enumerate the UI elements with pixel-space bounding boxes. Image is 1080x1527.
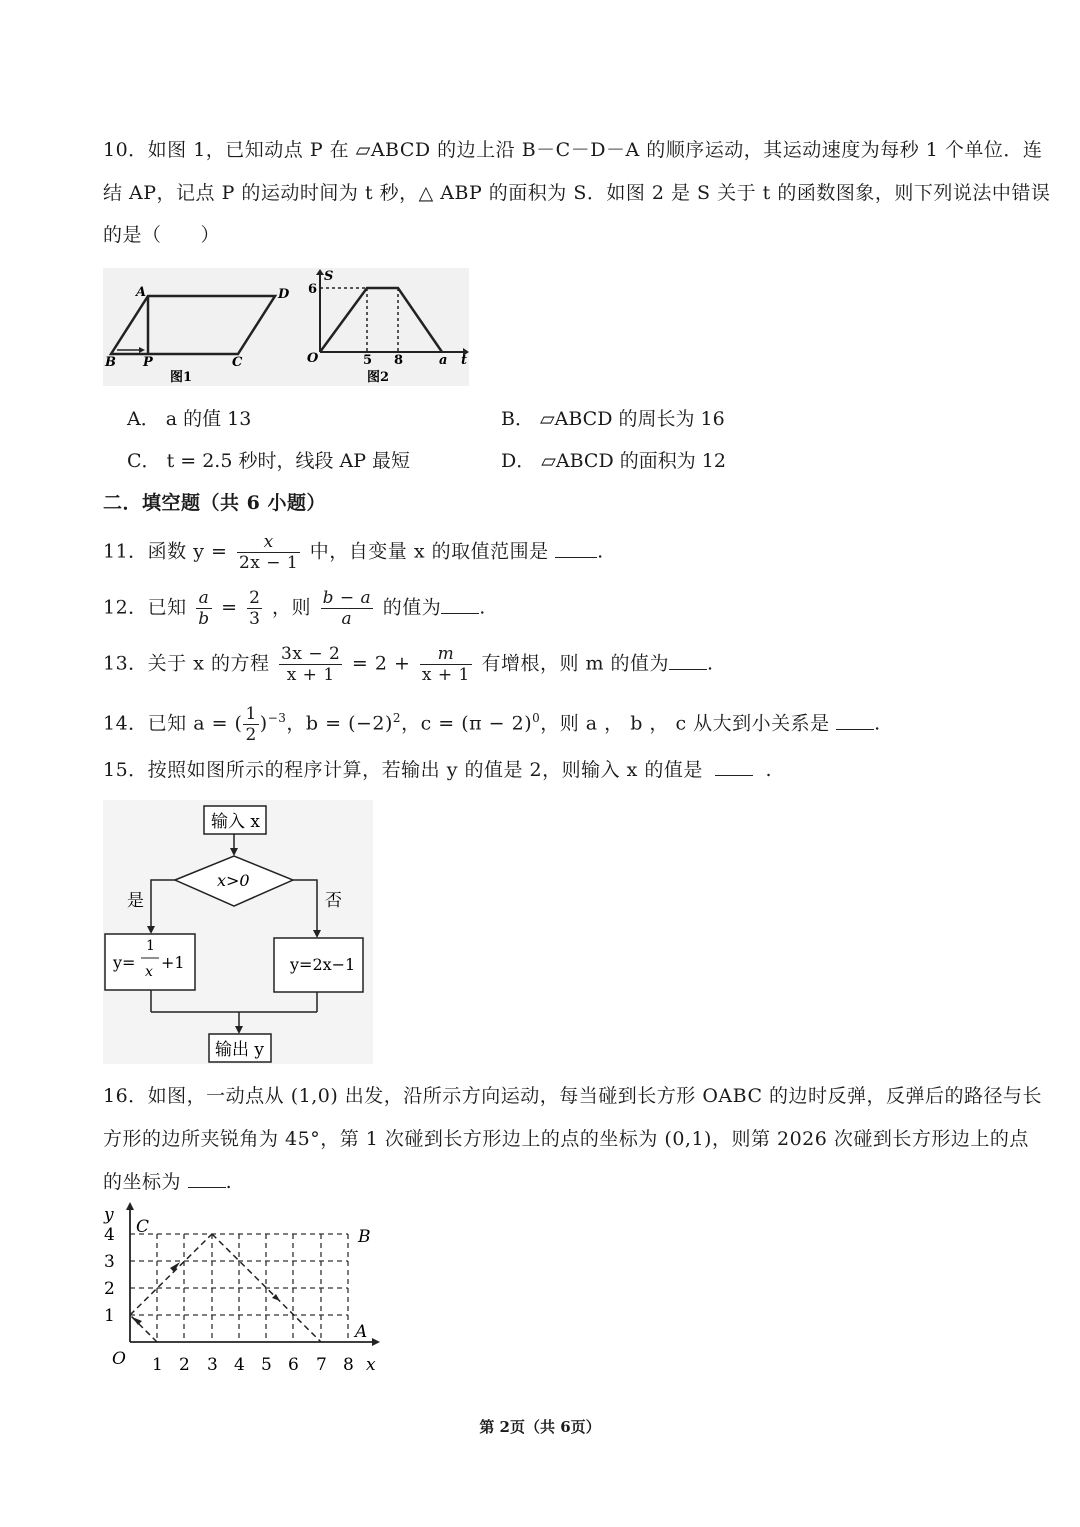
q15-flowchart [103, 800, 373, 1064]
q16-x-label: x [366, 1355, 376, 1375]
q16-y-label: y [104, 1205, 114, 1225]
fig2-label-s: S [324, 269, 334, 284]
fig2-tick-8: 8 [394, 353, 404, 368]
q11-den: 2x − 1 [238, 553, 299, 573]
q14-post: ，则 a ， b ， c 从大到小关系是 [540, 712, 830, 735]
q14-answer-blank[interactable] [836, 713, 874, 730]
figure-1-parallelogram [104, 285, 290, 385]
q13-end: . [707, 652, 714, 675]
q10-option-b: B． ▱ABCD 的周长为 16 [501, 408, 725, 430]
q13-mid: = 2 + [351, 652, 411, 675]
flow-condition: x>0 [217, 871, 250, 890]
q14-f-num: 1 [245, 704, 257, 724]
q14-a-close: ) [259, 712, 268, 735]
q12-f1-num: a [196, 588, 211, 609]
q13-f2-den: x + 1 [421, 665, 470, 685]
q16-xtick-8: 8 [343, 1355, 354, 1375]
q13-f1-num: 3x − 2 [281, 644, 341, 664]
q16-point-b: B [358, 1227, 371, 1247]
flow-left-pre: y= [113, 953, 136, 972]
q12-f2-num: 2 [249, 588, 261, 608]
q11-answer-blank[interactable] [555, 541, 597, 558]
flow-yes-label: 是 [127, 891, 144, 911]
q10-line-2: 结 AP，记点 P 的运动时间为 t 秒，△ ABP 的面积为 S．如图 2 是 S 关于 t 的函数图象，则下列说法中错误 [103, 182, 1051, 204]
flow-output-label: 输出 y [215, 1040, 265, 1060]
q12-f3-num: b − a [322, 588, 372, 608]
flow-input-label: 输入 x [211, 812, 260, 832]
path-arrow-1 [132, 1317, 142, 1325]
q16-answer-blank[interactable] [188, 1171, 226, 1188]
q12-eq: = [221, 596, 238, 619]
q10-option-d: D． ▱ABCD 的面积为 12 [501, 450, 726, 472]
fig1-label-p: P [143, 355, 153, 370]
q16-ytick-1: 1 [104, 1306, 115, 1326]
flow-right-label: y=2x−1 [290, 955, 356, 974]
q16-xtick-2: 2 [179, 1355, 190, 1375]
q12-post: 的值为 [382, 596, 442, 619]
q13-fraction-1 [279, 644, 342, 685]
q11-end: . [597, 540, 604, 563]
q13-pre: 13．关于 x 的方程 [103, 652, 270, 675]
q12 [103, 588, 486, 629]
fig1-caption: 图1 [170, 370, 193, 385]
q12-f2-den: 3 [249, 609, 261, 629]
q16-origin-label: O [112, 1349, 126, 1369]
q12-fraction-1 [196, 588, 211, 629]
q12-fraction-3 [321, 588, 374, 629]
q11-post: 中，自变量 x 的取值范围是 [309, 540, 549, 563]
q16-xtick-6: 6 [288, 1355, 299, 1375]
q10-line-3: 的是（ ） [103, 224, 221, 246]
q10-figures [103, 268, 469, 386]
q15 [103, 758, 772, 782]
q13-fraction-2 [420, 644, 472, 685]
q12-mid: ，则 [272, 596, 312, 619]
q10-line-1: 10．如图 1，已知动点 P 在 ▱ABCD 的边上沿 B－C－D－A 的顺序运动，其运动速度为每秒 1 个单位．连 [103, 139, 1043, 161]
q16-ytick-4: 4 [104, 1225, 115, 1245]
q16-line-3 [103, 1170, 232, 1194]
q12-pre: 12．已知 [103, 596, 187, 619]
flow-left-num: 1 [146, 938, 155, 954]
q16-xtick-3: 3 [207, 1355, 218, 1375]
q13-f1-den: x + 1 [286, 665, 335, 685]
q14-end: . [874, 712, 881, 735]
section-2-heading: 二．填空题（共 6 小题） [103, 492, 326, 514]
q14 [103, 704, 881, 745]
q16-graph-panel [100, 1200, 390, 1380]
flow-no-label: 否 [325, 891, 342, 911]
fig2-tick-5: 5 [363, 353, 373, 368]
q16-point-a: A [355, 1322, 368, 1342]
q16-line-3-text: 的坐标为 [103, 1171, 182, 1193]
q10-option-c: C． t = 2.5 秒时，线段 AP 最短 [127, 450, 411, 472]
q15-answer-blank[interactable] [715, 759, 753, 776]
q16-line-2: 方形的边所夹锐角为 45°，第 1 次碰到长方形边上的点的坐标为 (0,1)，则第 2026 次碰到长方形边上的点 [103, 1128, 1029, 1150]
q13 [103, 644, 714, 685]
fig2-tick-a: a [439, 353, 448, 368]
q12-end: . [479, 596, 486, 619]
path-arrow-3 [272, 1294, 280, 1301]
q14-a-exp: −3 [267, 711, 287, 726]
fig1-label-a: A [136, 285, 147, 300]
q16-xtick-1: 1 [152, 1355, 163, 1375]
q10-figure-panel [103, 268, 469, 386]
q13-f2-num: m [420, 644, 472, 665]
q14-c: ，c = (π − 2) [401, 712, 533, 735]
q11-pre: 11．函数 y = [103, 540, 228, 563]
q16-ytick-2: 2 [104, 1279, 115, 1299]
q12-f1-den: b [198, 609, 210, 629]
q14-f-den: 2 [245, 725, 257, 745]
q15-flowchart-panel [103, 800, 373, 1064]
fig1-label-d: D [278, 287, 290, 302]
q15-end: . [765, 759, 773, 781]
fig2-caption: 图2 [367, 370, 390, 385]
q14-b: ，b = (−2) [286, 712, 393, 735]
q11 [103, 532, 604, 573]
q16-xtick-7: 7 [316, 1355, 327, 1375]
flow-left-post: +1 [161, 953, 185, 972]
page-footer: 第 2页（共 6页） [479, 1418, 601, 1436]
q14-pre: 14．已知 a = ( [103, 712, 243, 735]
q13-post: 有增根，则 m 的值为 [481, 652, 670, 675]
q16-ytick-3: 3 [104, 1252, 115, 1272]
fig1-label-c: C [232, 355, 243, 370]
q12-answer-blank[interactable] [441, 597, 479, 614]
q15-text: 15．按照如图所示的程序计算，若输出 y 的值是 2，则输入 x 的值是 [103, 759, 703, 781]
q12-f3-den: a [341, 609, 353, 629]
q14-c-exp: 0 [532, 711, 541, 726]
q16-xtick-5: 5 [261, 1355, 272, 1375]
q16-xtick-4: 4 [234, 1355, 245, 1375]
fig2-label-t: t [461, 353, 468, 368]
q16-line-1: 16．如图，一动点从 (1,0) 出发，沿所示方向运动，每当碰到长方形 OABC 的边时反弹，反弹后的路径与长 [103, 1085, 1043, 1107]
q12-fraction-2 [247, 588, 262, 629]
q16-point-c: C [136, 1217, 150, 1237]
q11-num: x [237, 532, 300, 553]
q10-option-a: A． a 的值 13 [127, 408, 252, 430]
q16-end: . [225, 1171, 233, 1193]
q16-graph [100, 1200, 390, 1380]
q14-b-exp: 2 [392, 711, 402, 726]
fig2-label-o: O [307, 351, 319, 366]
flow-left-den: x [145, 964, 153, 980]
fig2-tick-6: 6 [308, 282, 318, 297]
figure-2-graph [307, 269, 469, 385]
q11-fraction [237, 532, 300, 573]
fig1-label-b: B [105, 355, 116, 370]
q13-answer-blank[interactable] [669, 653, 707, 670]
q14-fraction [243, 704, 258, 745]
